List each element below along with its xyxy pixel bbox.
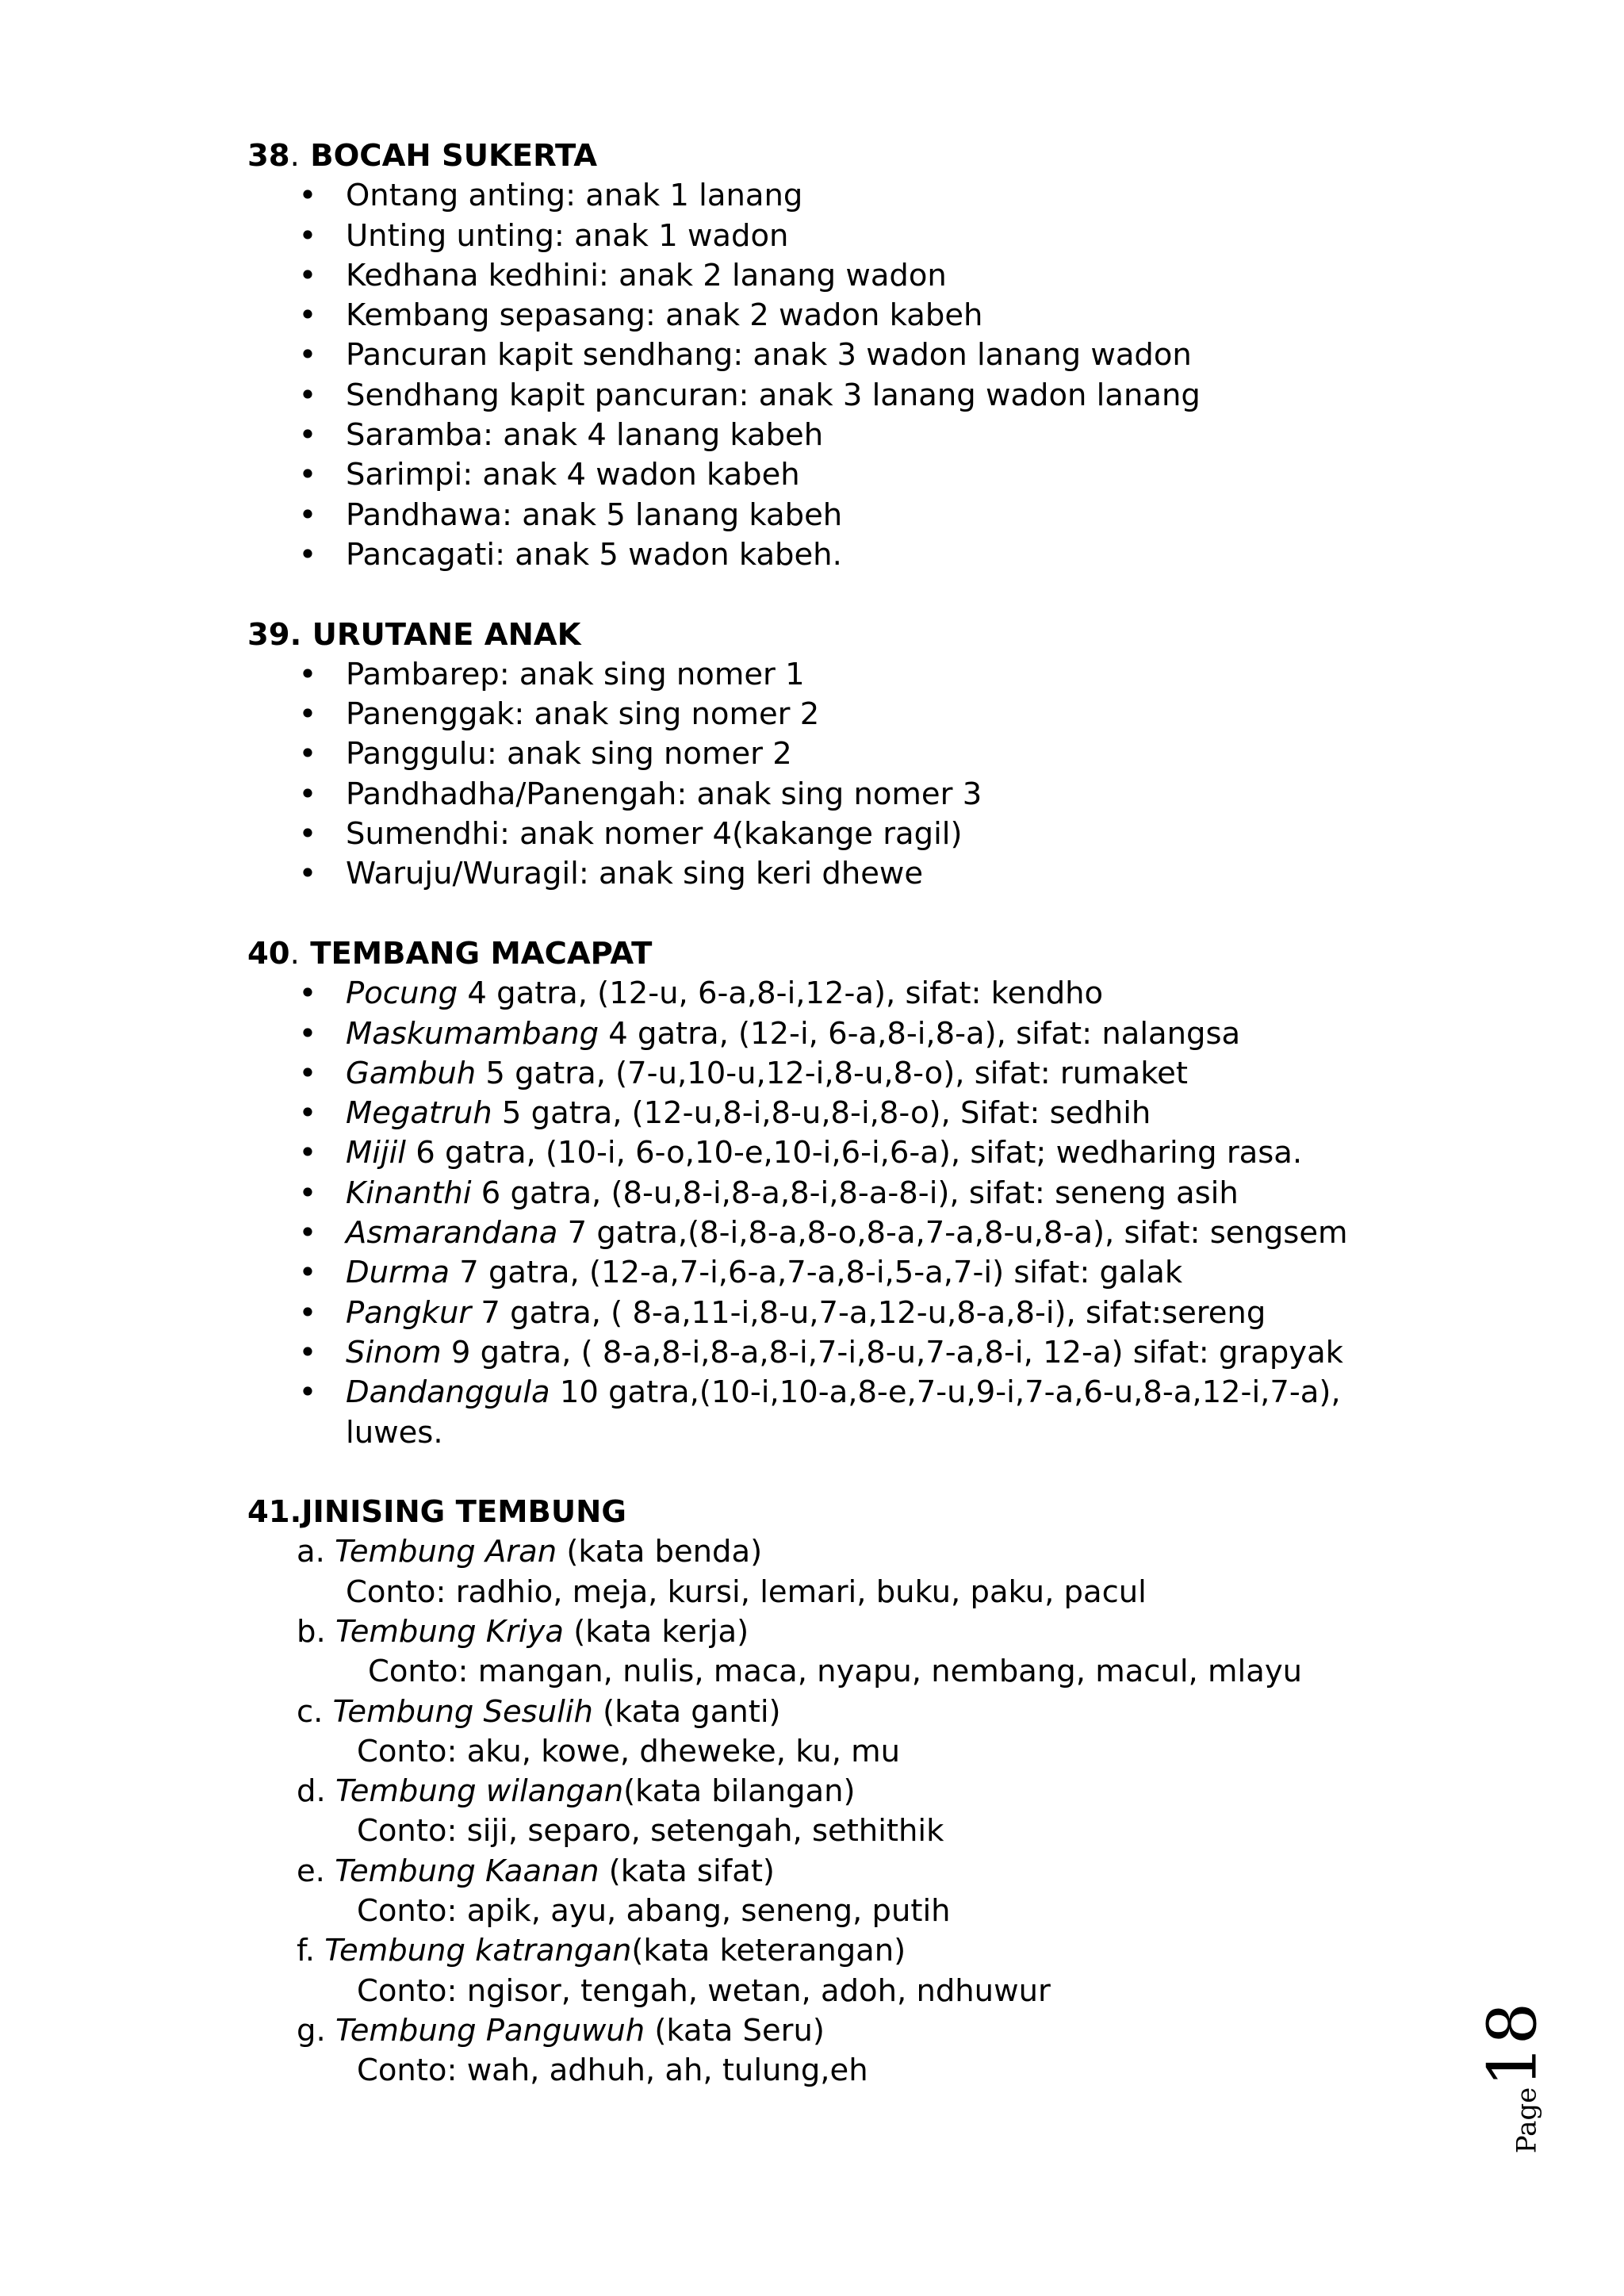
word-type-name: Tembung katrangan xyxy=(324,1933,632,1969)
tembang-detail: 4 gatra, (12-i, 6-a,8-i,8-a), sifat: nalangsa xyxy=(599,1015,1241,1052)
section-bocah-sukerta xyxy=(247,136,1437,575)
example-line: Conto: apik, ayu, abang, seneng, putih xyxy=(357,1893,951,1930)
list-item-text: Pandhadha/Panengah: anak sing nomer 3 xyxy=(346,776,982,812)
tembang-detail: 5 gatra, (7-u,10-u,12-i,8-u,8-o), sifat: rumaket xyxy=(476,1055,1188,1091)
bullet-icon: • xyxy=(298,856,317,892)
list-item-text: Sendhang kapit pancuran: anak 3 lanang wadon lanang xyxy=(346,377,1201,413)
list-item xyxy=(247,775,1437,815)
example-line: Conto: wah, adhuh, ah, tulung,eh xyxy=(357,2053,868,2089)
list-item-text: Unting unting: anak 1 wadon xyxy=(346,217,789,254)
item-heading xyxy=(247,1852,1437,1892)
list-item-text: Saramba: anak 4 lanang kabeh xyxy=(346,417,824,454)
word-type-gloss: (kata bilangan) xyxy=(623,1773,856,1810)
section-title: TEMBANG MACAPAT xyxy=(310,935,653,972)
page-number: 18 xyxy=(1473,2002,1552,2087)
tembang-name: Maskumambang xyxy=(346,1015,599,1052)
section-tembang-macapat xyxy=(247,934,1437,1453)
lettered-list xyxy=(247,1532,1437,2091)
bullet-icon: • xyxy=(298,656,317,692)
word-type-gloss: (kata kerja) xyxy=(563,1613,749,1650)
tembang-name: Mijil xyxy=(346,1135,407,1171)
example-line: Conto: aku, kowe, dheweke, ku, mu xyxy=(357,1733,901,1769)
tembang-detail: 7 gatra,(8-i,8-a,8-o,8-a,7-a,8-u,8-a), sifat: sengsem xyxy=(557,1215,1348,1251)
bullet-icon: • xyxy=(298,1215,317,1251)
bullet-icon: • xyxy=(298,1255,317,1291)
bullet-icon: • xyxy=(298,337,317,374)
list-item-text: Sarimpi: anak 4 wadon kabeh xyxy=(346,457,800,493)
item-letter: e. xyxy=(297,1853,325,1889)
list-item-text: Panggulu: anak sing nomer 2 xyxy=(346,736,792,772)
list-item xyxy=(247,1333,1437,1373)
section-heading xyxy=(247,934,1437,974)
list-item xyxy=(247,854,1437,894)
bullet-icon: • xyxy=(298,736,317,772)
word-type-name: Tembung Panguwuh xyxy=(335,2012,645,2049)
list-item xyxy=(247,217,1437,256)
bullet-icon: • xyxy=(298,257,317,293)
list-item xyxy=(247,1612,1437,1692)
bullet-icon: • xyxy=(298,696,317,733)
bullet-icon: • xyxy=(298,457,317,493)
bullet-icon: • xyxy=(298,536,317,573)
bullet-icon: • xyxy=(298,1055,317,1091)
tembang-detail: 7 gatra, ( 8-a,11-i,8-u,7-a,12-u,8-a,8-i), sifat:sereng xyxy=(471,1294,1266,1331)
list-item xyxy=(247,695,1437,734)
list-item xyxy=(247,734,1437,774)
tembang-detail: 10 gatra,(10-i,10-a,8-e,7-u,9-i,7-a,6-u,8-a,12-i,7-a), xyxy=(550,1374,1341,1411)
list-item xyxy=(247,1253,1437,1293)
bullet-list xyxy=(247,974,1437,1412)
word-type-name: Tembung Kaanan xyxy=(335,1853,599,1889)
item-heading xyxy=(247,1532,1437,1572)
tembang-detail: 4 gatra, (12-u, 6-a,8-i,12-a), sifat: kendho xyxy=(458,976,1104,1012)
bullet-icon: • xyxy=(298,1374,317,1411)
tembang-detail: 7 gatra, (12-a,7-i,6-a,7-a,8-i,5-a,7-i) sifat: galak xyxy=(449,1255,1183,1291)
item-letter: g. xyxy=(297,2012,326,2049)
item-letter: b. xyxy=(297,1613,326,1650)
bullet-icon: • xyxy=(298,976,317,1012)
list-item xyxy=(247,1213,1437,1253)
word-type-gloss: (kata keterangan) xyxy=(631,1933,906,1969)
list-item xyxy=(247,416,1437,455)
tembang-name: Pocung xyxy=(346,976,458,1012)
list-item xyxy=(247,376,1437,416)
list-item xyxy=(247,455,1437,495)
section-urutane-anak xyxy=(247,615,1437,895)
list-item xyxy=(247,1772,1437,1852)
bullet-icon: • xyxy=(298,1015,317,1052)
item-heading xyxy=(247,2011,1437,2051)
list-item xyxy=(247,256,1437,296)
list-item xyxy=(247,1692,1437,1773)
section-heading: 41.JINISING TEMBUNG xyxy=(247,1494,626,1531)
page-content xyxy=(247,136,1437,2131)
bullet-icon: • xyxy=(298,816,317,853)
bullet-icon: • xyxy=(298,1334,317,1370)
list-item-text: Pandhawa: anak 5 lanang kabeh xyxy=(346,496,843,533)
example-line: Conto: radhio, meja, kursi, lemari, buku, paku, pacul xyxy=(346,1573,1147,1610)
list-item xyxy=(247,1931,1437,2011)
tembang-name: Durma xyxy=(346,1255,450,1291)
list-item xyxy=(247,815,1437,854)
section-number: 38 xyxy=(247,138,290,174)
bullet-icon: • xyxy=(298,1095,317,1132)
section-jinising-tembung xyxy=(247,1493,1437,2091)
list-item-text: Kembang sepasang: anak 2 wadon kabeh xyxy=(346,297,983,334)
example-line: Conto: mangan, nulis, maca, nyapu, nembang, macul, mlayu xyxy=(368,1654,1303,1690)
bullet-list xyxy=(247,655,1437,895)
list-item xyxy=(247,1532,1437,1612)
word-type-gloss: (kata Seru) xyxy=(645,2012,825,2049)
item-letter: f. xyxy=(297,1933,315,1969)
bullet-icon: • xyxy=(298,217,317,254)
list-item xyxy=(247,176,1437,216)
tembang-detail: 9 gatra, ( 8-a,8-i,8-a,8-i,7-i,8-u,7-a,8-i, 12-a) sifat: grapyak xyxy=(441,1334,1343,1370)
bullet-icon: • xyxy=(298,178,317,214)
item-letter: a. xyxy=(297,1534,325,1570)
word-type-gloss: (kata sifat) xyxy=(599,1853,775,1889)
list-item xyxy=(247,2011,1437,2091)
example-line: Conto: siji, separo, setengah, sethithik xyxy=(357,1813,944,1849)
list-item-text: Pambarep: anak sing nomer 1 xyxy=(346,656,805,692)
tembang-name: Dandanggula xyxy=(346,1374,550,1411)
list-item-continuation: luwes. xyxy=(346,1414,443,1451)
bullet-icon: • xyxy=(298,776,317,812)
bullet-icon: • xyxy=(298,417,317,454)
list-item xyxy=(247,974,1437,1014)
example-line: Conto: ngisor, tengah, wetan, adoh, ndhuwur xyxy=(357,1972,1051,2009)
list-item xyxy=(247,496,1437,535)
bullet-icon: • xyxy=(298,297,317,334)
list-item-text: Pancagati: anak 5 wadon kabeh. xyxy=(346,536,842,573)
list-item xyxy=(247,1054,1437,1094)
word-type-name: Tembung Sesulih xyxy=(332,1693,593,1730)
list-item xyxy=(247,1014,1437,1054)
bullet-icon: • xyxy=(298,1135,317,1171)
list-item xyxy=(247,535,1437,575)
word-type-gloss: (kata ganti) xyxy=(592,1693,781,1730)
tembang-name: Gambuh xyxy=(346,1055,477,1091)
tembang-detail: 6 gatra, (10-i, 6-o,10-e,10-i,6-i,6-a), sifat; wedharing rasa. xyxy=(406,1135,1303,1171)
list-item xyxy=(247,296,1437,335)
list-item-text: Panenggak: anak sing nomer 2 xyxy=(346,696,820,733)
bullet-list xyxy=(247,176,1437,575)
heading-separator: . xyxy=(289,138,300,174)
word-type-name: Tembung wilangan xyxy=(335,1773,624,1810)
tembang-detail: 5 gatra, (12-u,8-i,8-u,8-i,8-o), Sifat: sedhih xyxy=(492,1095,1151,1132)
heading-separator: . xyxy=(289,935,300,972)
list-item xyxy=(247,335,1437,375)
section-title: BOCAH SUKERTA xyxy=(310,138,598,174)
tembang-detail: 6 gatra, (8-u,8-i,8-a,8-i,8-a-8-i), sifat: seneng asih xyxy=(471,1175,1239,1211)
list-item xyxy=(247,655,1437,695)
list-item xyxy=(247,1174,1437,1213)
list-item xyxy=(247,1094,1437,1133)
section-number: 40 xyxy=(247,935,290,972)
word-type-name: Tembung Kriya xyxy=(335,1613,564,1650)
item-heading xyxy=(247,1931,1437,1971)
section-heading: 39. URUTANE ANAK xyxy=(247,616,581,653)
tembang-name: Pangkur xyxy=(346,1294,472,1331)
tembang-name: Asmarandana xyxy=(346,1215,558,1251)
list-item-text: Sumendhi: anak nomer 4(kakange ragil) xyxy=(346,816,963,853)
list-item-text: Ontang anting: anak 1 lanang xyxy=(346,178,803,214)
item-letter: c. xyxy=(297,1693,324,1730)
bullet-icon: • xyxy=(298,1175,317,1211)
item-heading xyxy=(247,1612,1437,1652)
word-type-gloss: (kata benda) xyxy=(557,1534,763,1570)
item-heading xyxy=(247,1692,1437,1732)
list-item xyxy=(247,1294,1437,1333)
list-item xyxy=(247,1373,1437,1412)
section-heading xyxy=(247,136,1437,176)
item-heading xyxy=(247,1772,1437,1811)
list-item xyxy=(247,1133,1437,1173)
list-item xyxy=(247,1852,1437,1932)
list-item-text: Kedhana kedhini: anak 2 lanang wadon xyxy=(346,257,947,293)
page-number-rotated xyxy=(1473,2002,1552,2154)
bullet-icon: • xyxy=(298,496,317,533)
page-number-footer xyxy=(1465,1983,1561,2173)
item-letter: d. xyxy=(297,1773,326,1810)
list-item-text: Pancuran kapit sendhang: anak 3 wadon lanang wadon xyxy=(346,337,1192,374)
bullet-icon: • xyxy=(298,377,317,413)
word-type-name: Tembung Aran xyxy=(335,1534,557,1570)
tembang-name: Sinom xyxy=(346,1334,442,1370)
page-label: Page xyxy=(1511,2087,1543,2154)
tembang-name: Kinanthi xyxy=(346,1175,472,1211)
tembang-name: Megatruh xyxy=(346,1095,492,1132)
bullet-icon: • xyxy=(298,1294,317,1331)
list-item-text: Waruju/Wuragil: anak sing keri dhewe xyxy=(346,856,924,892)
